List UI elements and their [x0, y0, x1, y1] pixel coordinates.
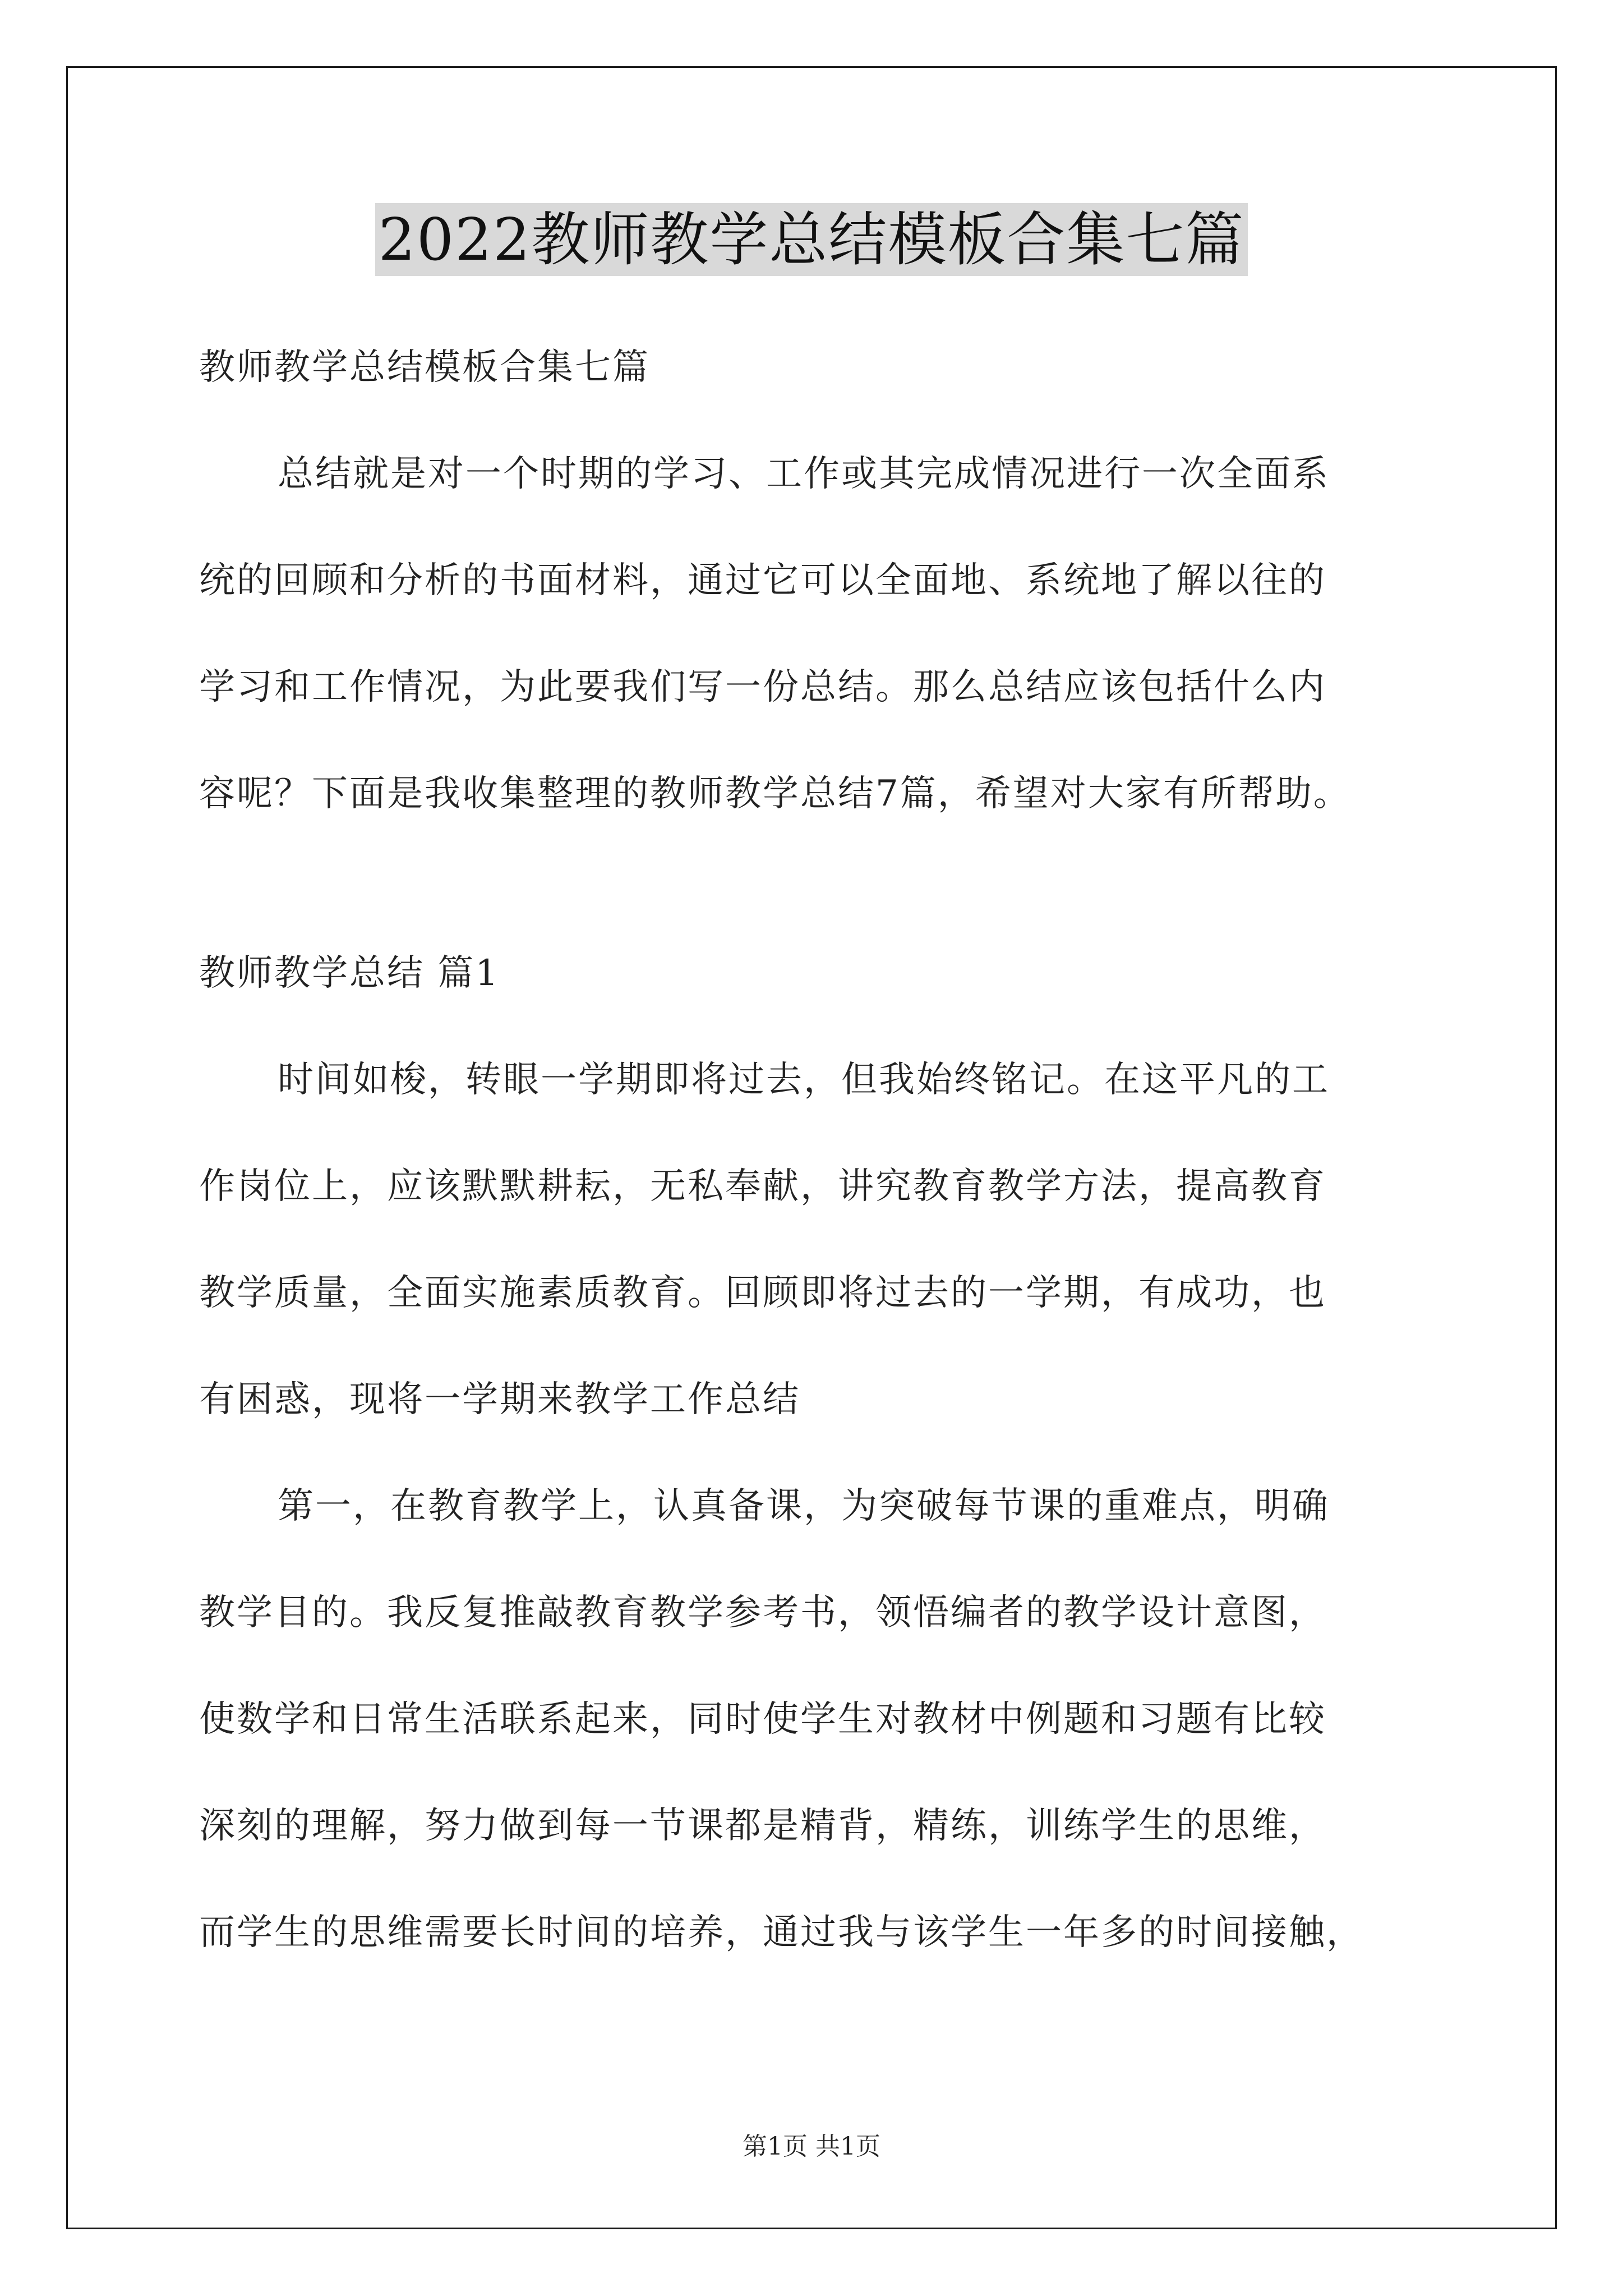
- paragraph-line: 学习和工作情况，为此要我们写一份总结。那么总结应该包括什么内: [199, 666, 1326, 708]
- document-title: 2022教师教学总结模板合集七篇: [375, 203, 1248, 276]
- paragraph-line: 教学质量，全面实施素质教育。回顾即将过去的一学期，有成功，也: [199, 1272, 1326, 1314]
- intro-paragraph: [199, 421, 1433, 847]
- paragraph-line: 有困惑，现将一学期来教学工作总结: [199, 1379, 800, 1420]
- paragraph-line: 深刻的理解，努力做到每一节课都是精背，精练，训练学生的思维，: [199, 1805, 1326, 1847]
- paragraph-line: 作岗位上，应该默默耕耘，无私奉献，讲究教育教学方法，提高教育: [199, 1166, 1326, 1207]
- section-gap: [199, 847, 1433, 920]
- page-footer: 第1页 共1页: [743, 2132, 880, 2161]
- paragraph-line: 第一，在教育教学上，认真备课，为突破每节课的重难点，明确: [278, 1485, 1330, 1527]
- section-heading: 教师教学总结 篇1: [199, 953, 500, 994]
- paragraph-line: 教学目的。我反复推敲教育教学参考书，领悟编者的教学设计意图，: [199, 1592, 1326, 1634]
- title-container: [0, 203, 1623, 276]
- paragraph-line: 而学生的思维需要长时间的培养，通过我与该学生一年多的时间接触，: [199, 1912, 1364, 1953]
- paragraph-line: 容呢？下面是我收集整理的教师教学总结7篇，希望对大家有所帮助。: [199, 773, 1351, 815]
- paragraph-line: 总结就是对一个时期的学习、工作或其完成情况进行一次全面系: [278, 453, 1330, 495]
- section1-paragraph-2: [199, 1453, 1433, 1986]
- paragraph-line: 使数学和日常生活联系起来，同时使学生对教材中例题和习题有比较: [199, 1699, 1326, 1740]
- document-subtitle: 教师教学总结模板合集七篇: [199, 347, 650, 388]
- paragraph-line: 时间如梭，转眼一学期即将过去，但我始终铭记。在这平凡的工: [278, 1059, 1330, 1101]
- document-body: [199, 314, 1433, 1986]
- paragraph-line: 统的回顾和分析的书面材料，通过它可以全面地、系统地了解以往的: [199, 560, 1326, 601]
- section1-paragraph-1: [199, 1027, 1433, 1453]
